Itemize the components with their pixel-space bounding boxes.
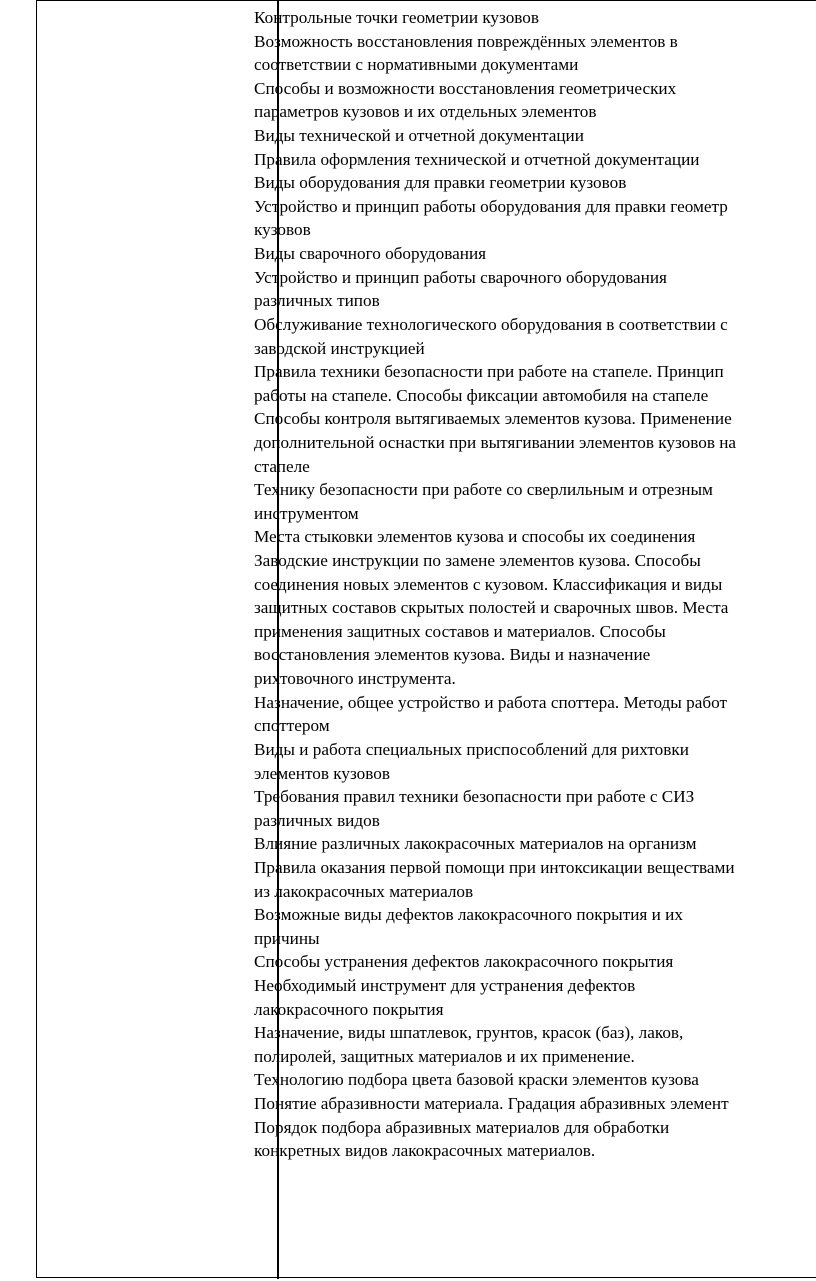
text-line: инструментом (254, 503, 359, 523)
text-line: споттером (254, 716, 330, 736)
text-line: Понятие абразивности материала. Градация абразивных элемент (254, 1094, 729, 1114)
text-line: Влияние различных лакокрасочных материалов на организм (254, 834, 697, 854)
text-line: причины (254, 928, 320, 948)
knowledge-cell (254, 6, 816, 1163)
text-line: Виды и работа специальных приспособлений для рихтовки (254, 739, 689, 759)
text-line: Технику безопасности при работе со сверлильным и отрезным (254, 480, 713, 500)
text-line: различных видов (254, 810, 380, 830)
text-line: Места стыковки элементов кузова и способы их соединения (254, 527, 696, 547)
text-line: Заводские инструкции по замене элементов кузова. Способы (254, 551, 701, 571)
text-line: Технологию подбора цвета базовой краски элементов кузова (254, 1070, 699, 1090)
text-line: Способы устранения дефектов лакокрасочного покрытия (254, 952, 674, 972)
text-line: рихтовочного инструмента. (254, 669, 456, 689)
text-line: соответствии с нормативными документами (254, 55, 579, 75)
text-line: Назначение, общее устройство и работа споттера. Методы работ (254, 692, 727, 712)
text-line: дополнительной оснастки при вытягивании элементов кузовов на (254, 432, 737, 452)
text-line: восстановления элементов кузова. Виды и назначение (254, 645, 651, 665)
text-line: полиролей, защитных материалов и их применение. (254, 1046, 635, 1066)
text-line: Правила оказания первой помощи при интоксикации веществами (254, 857, 735, 877)
text-line: конкретных видов лакокрасочных материалов. (254, 1141, 596, 1161)
text-line: соединения новых элементов с кузовом. Классификация и виды (254, 574, 723, 594)
text-line: из лакокрасочных материалов (254, 881, 474, 901)
text-line: работы на стапеле. Способы фиксации автомобиля на стапеле (254, 385, 709, 405)
text-line: Порядок подбора абразивных материалов для обработки (254, 1117, 670, 1137)
text-line: Возможные виды дефектов лакокрасочного покрытия и их (254, 905, 683, 925)
text-line: применения защитных составов и материалов. Способы (254, 621, 666, 641)
text-line: Виды технической и отчетной документации (254, 126, 584, 146)
text-line: стапеле (254, 456, 310, 476)
text-line: Возможность восстановления повреждённых элементов в (254, 31, 678, 51)
text-line: Виды сварочного оборудования (254, 244, 487, 264)
text-line: лакокрасочного покрытия (254, 999, 444, 1019)
text-line: Обслуживание технологического оборудования в соответствии с (254, 314, 728, 334)
text-line: Контрольные точки геометрии кузовов (254, 8, 540, 27)
text-line: Виды оборудования для правки геометрии кузовов (254, 173, 627, 193)
text-line: кузовов (254, 220, 311, 240)
text-line: различных типов (254, 291, 380, 311)
text-line: защитных составов скрытых полостей и сварочных швов. Места (254, 598, 729, 618)
text-line: Правила оформления технической и отчетной документации (254, 149, 700, 169)
text-line: Необходимый инструмент для устранения дефектов (254, 975, 636, 995)
text-line: Правила техники безопасности при работе на стапеле. Принцип (254, 362, 724, 382)
text-line: Устройство и принцип работы сварочного оборудования (254, 267, 667, 287)
text-line: Устройство и принцип работы оборудования для правки геометр (254, 196, 728, 216)
text-line: элементов кузовов (254, 763, 390, 783)
text-line: параметров кузовов и их отдельных элементов (254, 102, 597, 122)
text-line: Требования правил техники безопасности при работе с СИЗ (254, 787, 695, 807)
text-line: заводской инструкцией (254, 338, 425, 358)
text-line: Способы и возможности восстановления геометрических (254, 78, 677, 98)
text-line: Назначение, виды шпатлевок, грунтов, красок (баз), лаков, (254, 1023, 684, 1043)
text-line: Способы контроля вытягиваемых элементов кузова. Применение (254, 409, 732, 429)
